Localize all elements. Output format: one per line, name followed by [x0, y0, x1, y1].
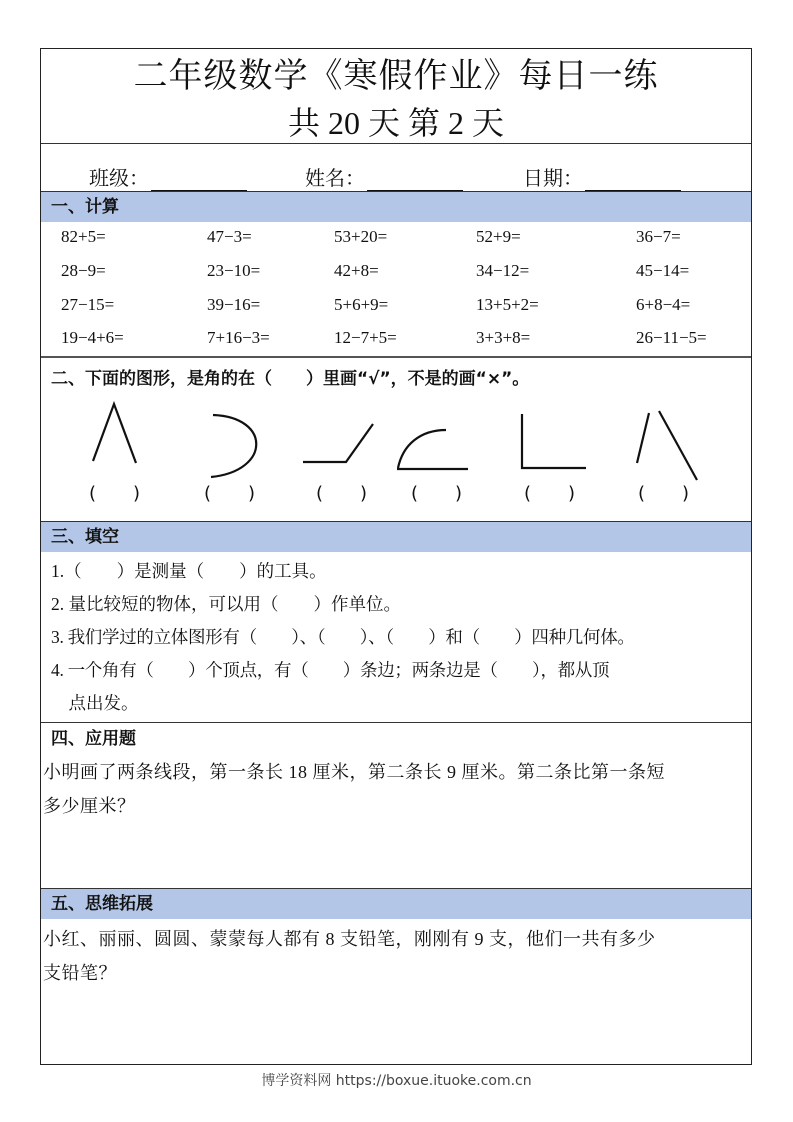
section-1-header: 一、计算: [41, 192, 751, 222]
answer-paren-close: ): [455, 483, 463, 504]
answer-paren-close: ): [360, 483, 368, 504]
calc-problem: 23−10=: [207, 261, 261, 280]
date-field[interactable]: [523, 162, 681, 191]
calc-problem: 3+3+8=: [476, 328, 531, 347]
page-title: 二年级数学《寒假作业》每日一练: [133, 58, 659, 95]
divider: [41, 356, 751, 358]
fill-item: 3. 我们学过的立体图形有（ ）、（ ）、（ ）和（ ）四种几何体。: [51, 627, 635, 647]
calc-problem: 28−9=: [61, 261, 106, 280]
word-problem: [41, 755, 751, 823]
calc-problem: 12−7+5=: [334, 328, 397, 347]
calc-problem: 34−12=: [476, 261, 530, 280]
answer-paren-open: (: [638, 483, 646, 504]
figure-arc: [201, 409, 271, 484]
problem-line: 小红、丽丽、圆圆、蒙蒙每人都有 8 支铅笔，刚刚有 9 支，他们一共有多少: [43, 929, 656, 949]
problem-line: 支铅笔？: [43, 963, 117, 983]
calc-problem: 47−3=: [207, 227, 252, 246]
divider: [41, 722, 751, 723]
answer-paren-close: ): [568, 483, 576, 504]
class-blank[interactable]: [151, 170, 247, 191]
calc-problem: 5+6+9=: [334, 295, 389, 314]
answer-slot[interactable]: [536, 483, 566, 507]
date-blank[interactable]: [585, 170, 681, 191]
class-label: 班级：: [89, 168, 149, 190]
thinking-problem: [41, 922, 751, 990]
answer-slot[interactable]: [328, 483, 358, 507]
name-blank[interactable]: [367, 170, 463, 191]
calc-problem: 39−16=: [207, 295, 261, 314]
calc-problem: 82+5=: [61, 227, 106, 246]
section-5-header: 五、思维拓展: [41, 889, 751, 919]
answer-paren-open: (: [411, 483, 419, 504]
figure-angle-peak: [81, 399, 141, 469]
section-2-header: 二、下面的图形，是角的在（ ）里画“√”，不是的画“×”。: [51, 369, 530, 389]
section-4-header: 四、应用题: [51, 729, 136, 749]
figure-open-angle: [631, 407, 701, 487]
worksheet: [40, 48, 752, 1065]
answer-slot[interactable]: [650, 483, 680, 507]
answer-slot[interactable]: [216, 483, 246, 507]
calc-problem: 7+16−3=: [207, 328, 270, 347]
answer-paren-close: ): [133, 483, 141, 504]
section-3-header: 三、填空: [41, 522, 751, 552]
answer-paren-open: (: [524, 483, 532, 504]
figure-bent-line: [301, 419, 381, 469]
fill-item: 1.（ ）是测量（ ）的工具。: [51, 561, 327, 581]
figure-right-angle: [517, 411, 589, 473]
student-info-row: [41, 152, 751, 196]
problem-line: 多少厘米？: [43, 796, 136, 816]
answer-area-4[interactable]: [41, 829, 751, 887]
fill-item: 4. 一个角有（ ）个顶点，有（ ）条边；两条边是（ ），都从顶: [51, 660, 610, 680]
calc-problem: 19−4+6=: [61, 328, 124, 347]
calc-problem: 13+5+2=: [476, 295, 539, 314]
answer-paren-open: (: [89, 483, 97, 504]
page-subtitle: 共 20 天 第 2 天: [287, 105, 504, 141]
name-label: 姓名：: [305, 168, 365, 190]
answer-paren-close: ): [682, 483, 690, 504]
date-label: 日期：: [523, 168, 583, 190]
fill-item: 点出发。: [51, 693, 139, 713]
calc-problem: 36−7=: [636, 227, 681, 246]
answer-area-5[interactable]: [41, 994, 751, 1064]
figure-quarter-arc: [391, 424, 471, 474]
calc-problem: 45−14=: [636, 261, 690, 280]
answer-paren-open: (: [204, 483, 212, 504]
divider: [41, 143, 751, 144]
answer-paren-close: ): [248, 483, 256, 504]
answer-paren-open: (: [316, 483, 324, 504]
calc-problem: 42+8=: [334, 261, 379, 280]
calc-problem: 26−11−5=: [636, 328, 707, 347]
fill-in-list: [41, 555, 751, 720]
calc-grid: [41, 225, 751, 355]
calc-problem: 27−15=: [61, 295, 115, 314]
name-field[interactable]: [305, 162, 463, 191]
class-field[interactable]: [89, 162, 247, 191]
calc-problem: 6+8−4=: [636, 295, 691, 314]
problem-line: 小明画了两条线段，第一条长 18 厘米，第二条长 9 厘米。第二条比第一条短: [43, 762, 665, 782]
fill-item: 2. 量比较短的物体，可以用（ ）作单位。: [51, 594, 401, 614]
footer-watermark: 博学资料网 https://boxue.ituoke.com.cn: [261, 1073, 532, 1089]
answer-slot[interactable]: [101, 483, 131, 507]
answer-slot[interactable]: [423, 483, 453, 507]
calc-problem: 52+9=: [476, 227, 521, 246]
calc-problem: 53+20=: [334, 227, 388, 246]
